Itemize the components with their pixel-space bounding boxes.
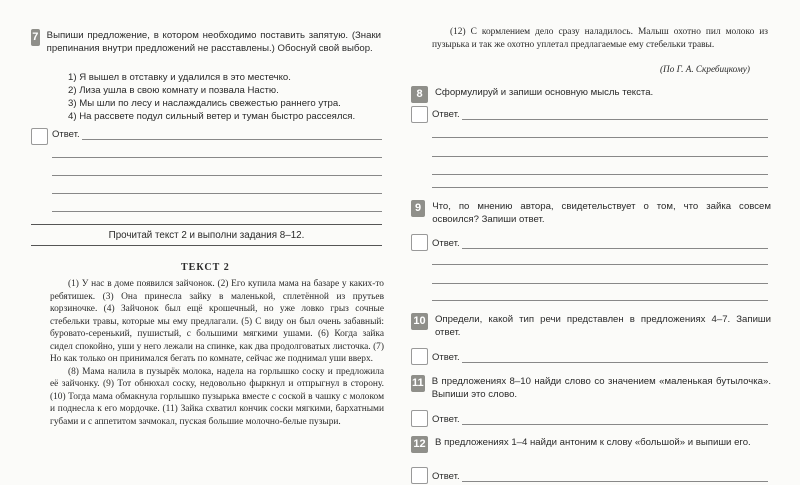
answer-label: Ответ. <box>432 238 460 249</box>
task-9-prompt: Что, по мнению автора, свидетельствует о том, что зайка совсем освоился? Запиши ответ. <box>432 201 771 225</box>
text-2-continuation <box>432 26 768 51</box>
answer-line <box>462 353 768 363</box>
text-author: (По Г. А. Скребицкому) <box>660 64 750 74</box>
text-2-body <box>50 278 384 428</box>
answer-label: Ответ. <box>432 414 460 425</box>
task-8-score-box[interactable] <box>411 106 428 123</box>
answer-line <box>432 174 768 175</box>
text-2-title: ТЕКСТ 2 <box>181 262 230 273</box>
task-7-score-box[interactable] <box>31 128 48 145</box>
answer-line <box>462 415 768 425</box>
answer-line <box>462 239 768 249</box>
task-12-score-box[interactable] <box>411 467 428 484</box>
task-number-7: 7 <box>31 29 40 46</box>
task-7-answer-field[interactable] <box>52 129 382 140</box>
answer-label: Ответ. <box>52 129 80 140</box>
option-1: 1) Я вышел в отставку и удалился в это местечко. <box>68 72 291 83</box>
answer-line <box>82 130 382 140</box>
task-number-9: 9 <box>411 200 425 217</box>
task-9-answer-field[interactable] <box>432 238 768 249</box>
text-paragraph-1: (1) У нас в доме появился зайчонок. (2) Его купила мама на базаре у каких-то ребятишек. (3) Она принесла зайку в маленькой, сплетённой из прутьев корзиночке. (4) Зайчонок был ещё крошечный, но уже ловко грыз сочные стебельки травы, которые мы ему предлагали. (5) С виду он был очень забавный: буровато-серенький, пушистый, с большими мягкими ушами. (6) Когда зайка сидел спокойно, уши у него лежали на спинке, как два продолговатых листочка. (7) Но как только он принимался бегать по комнате, сейчас же поднимал уши вверх. <box>50 279 384 364</box>
task-8-prompt: Сформулируй и запиши основную мысль текста. <box>435 87 654 98</box>
task-7-header <box>31 29 381 55</box>
option-4: 4) На рассвете подул сильный ветер и туман быстро рассеялся. <box>68 111 356 122</box>
task-11-score-box[interactable] <box>411 410 428 427</box>
task-9-score-box[interactable] <box>411 234 428 251</box>
task-number-12: 12 <box>411 436 428 453</box>
answer-label: Ответ. <box>432 471 460 482</box>
answer-line <box>432 300 768 301</box>
task-10-score-box[interactable] <box>411 348 428 365</box>
task-10-answer-field[interactable] <box>432 352 768 363</box>
answer-line <box>432 137 768 138</box>
task-8-answer-field[interactable] <box>432 109 768 120</box>
option-3: 3) Мы шли по лесу и наслаждались свежестью раннего утра. <box>68 98 341 109</box>
task-number-8: 8 <box>411 86 428 103</box>
answer-line <box>52 211 382 212</box>
answer-line <box>432 264 768 265</box>
task-11-prompt: В предложениях 8–10 найди слово со значением «маленькая бутылочка». Выпиши это слово. <box>431 376 771 400</box>
task-number-10: 10 <box>411 313 428 330</box>
divider <box>31 245 382 246</box>
task-9-header <box>411 200 771 226</box>
text-paragraph-3: (12) С кормлением дело сразу наладилось. Малыш охотно пил молоко из пузырька и так же охотно уплетал предлагаемые ему стебельки травы. <box>432 27 768 50</box>
task-number-11: 11 <box>411 375 425 392</box>
answer-label: Ответ. <box>432 109 460 120</box>
answer-line <box>432 187 768 188</box>
text-paragraph-2: (8) Мама налила в пузырёк молока, надела на горлышко соску и предложила её зайчонку. (9) Тот обнюхал соску, недовольно фыркнул и отпрыгнул в сторону. (10) Тогда мама обмакнула горлышко пузырька вместе с соской в чашку с молоком и поднесла к его мордочке. (11) Зайка схватил кончик соски мягкими, бархатными губами и с аппетитом зачмокал, пуская большие молочно-белые пузыри. <box>50 366 384 427</box>
task-12-answer-field[interactable] <box>432 471 768 482</box>
task-12-header <box>411 436 771 453</box>
answer-line <box>52 175 382 176</box>
answer-line <box>52 193 382 194</box>
option-2: 2) Лиза ушла в свою комнату и позвала Настю. <box>68 85 279 96</box>
answer-line <box>432 156 768 157</box>
answer-label: Ответ. <box>432 352 460 363</box>
task-12-prompt: В предложениях 1–4 найди антоним к слову «большой» и выпиши его. <box>435 437 751 448</box>
answer-line <box>52 157 382 158</box>
answer-line <box>432 283 768 284</box>
text-2-instruction: Прочитай текст 2 и выполни задания 8–12. <box>108 230 305 241</box>
answer-line <box>462 472 768 482</box>
task-11-answer-field[interactable] <box>432 414 768 425</box>
answer-line <box>462 110 768 120</box>
divider <box>31 224 382 225</box>
task-11-header <box>411 375 771 401</box>
task-10-header <box>411 313 771 339</box>
task-7-prompt: Выпиши предложение, в котором необходимо поставить запятую. (Знаки препинания внутри предложений не расставлены.) Обоснуй свой выбор. <box>46 30 381 54</box>
task-8-header <box>411 86 771 103</box>
task-7-options <box>68 71 388 123</box>
task-10-prompt: Определи, какой тип речи представлен в предложениях 4–7. Запиши ответ. <box>434 314 771 338</box>
